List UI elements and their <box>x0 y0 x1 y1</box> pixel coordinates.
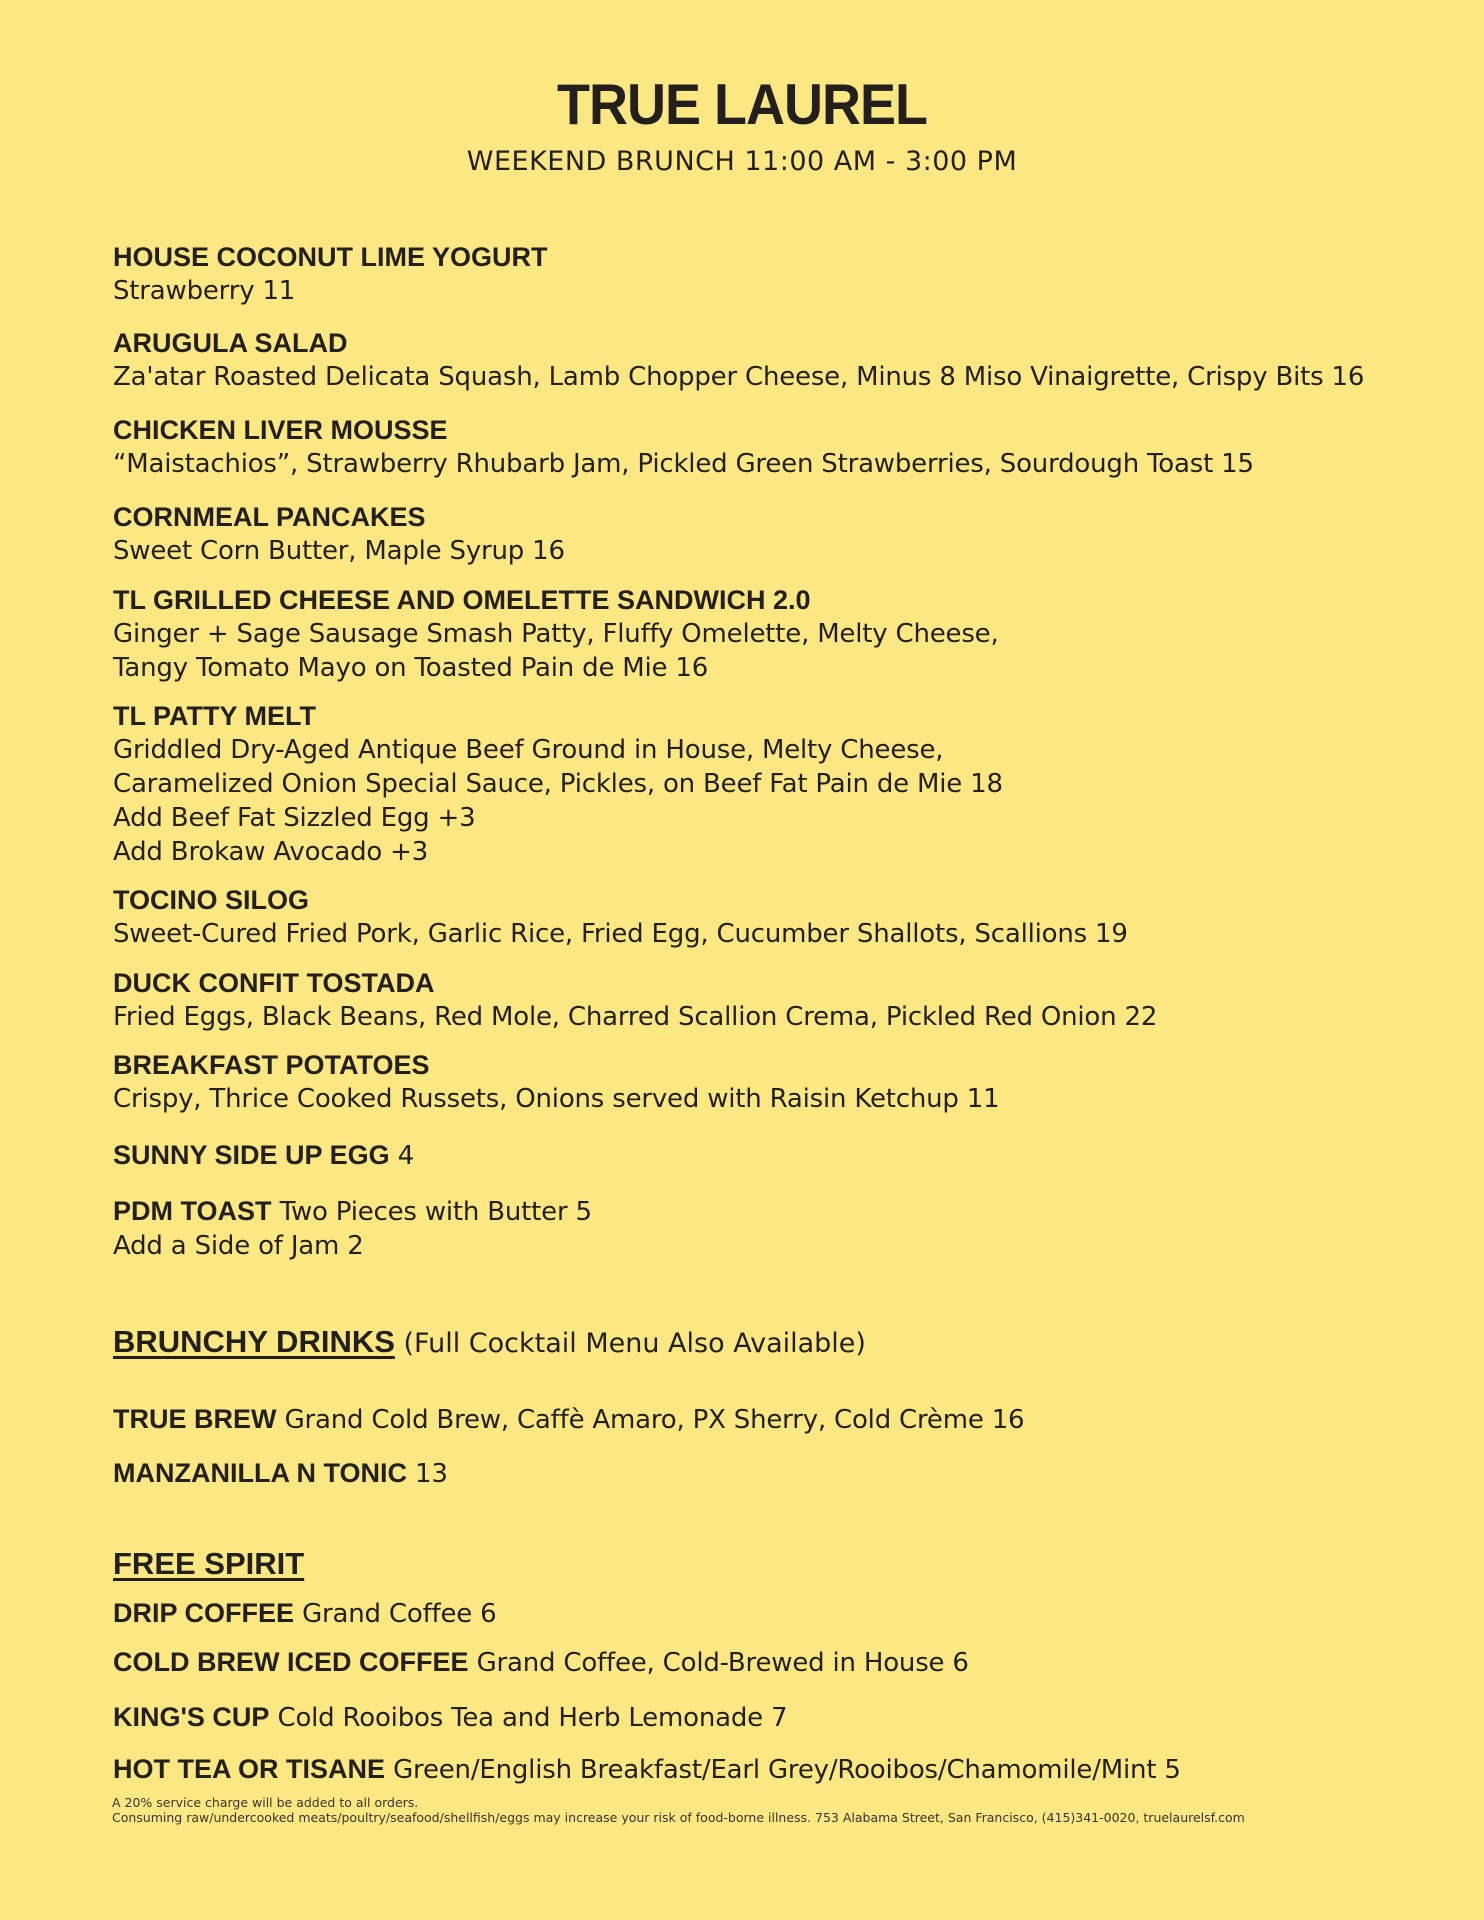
item-desc: Caramelized Onion Special Sauce, Pickles, on Beef Fat Pain de Mie 18 <box>113 769 1003 799</box>
item-desc: Ginger + Sage Sausage Smash Patty, Fluffy Omelette, Melty Cheese, <box>113 619 999 649</box>
item-desc: Griddled Dry-Aged Antique Beef Ground in House, Melty Cheese, <box>113 735 944 765</box>
item-desc: “Maistachios”, Strawberry Rhubarb Jam, Pickled Green Strawberries, Sourdough Toast 15 <box>113 449 1254 479</box>
item-name: TL PATTY MELT <box>113 701 316 731</box>
menu-item <box>113 1194 1474 1263</box>
menu-item <box>113 583 1474 685</box>
item-name: TOCINO SILOG <box>113 885 310 915</box>
item-desc: Cold Rooibos Tea and Herb Lemonade 7 <box>269 1703 788 1733</box>
section-note: (Full Cocktail Menu Also Available) <box>394 1328 866 1359</box>
item-name: ARUGULA SALAD <box>113 328 348 358</box>
item-desc: Grand Cold Brew, Caffè Amaro, PX Sherry, Cold Crème 16 <box>276 1405 1025 1435</box>
menu-item <box>113 966 1474 1034</box>
item-desc: Sweet Corn Butter, Maple Syrup 16 <box>113 536 565 566</box>
item-desc: Add Brokaw Avocado +3 <box>113 837 429 867</box>
item-name: CHICKEN LIVER MOUSSE <box>113 415 448 445</box>
item-desc: Fried Eggs, Black Beans, Red Mole, Charred Scallion Crema, Pickled Red Onion 22 <box>113 1002 1158 1032</box>
item-desc: Za'atar Roasted Delicata Squash, Lamb Chopper Cheese, Minus 8 Miso Vinaigrette, Crispy Bits 16 <box>113 362 1365 392</box>
section-header <box>113 1324 1474 1360</box>
service-charge-note: A 20% service charge will be added to all orders. <box>112 1795 419 1810</box>
item-name: DRIP COFFEE <box>113 1598 295 1628</box>
menu-item <box>113 413 1474 481</box>
item-name: MANZANILLA N TONIC <box>113 1458 407 1488</box>
section-title: BRUNCHY DRINKS <box>113 1324 395 1359</box>
item-name: DUCK CONFIT TOSTADA <box>113 968 435 998</box>
item-name: HOT TEA OR TISANE <box>113 1754 386 1784</box>
menu-item <box>113 1048 1474 1116</box>
brunch-hours: WEEKEND BRUNCH 11:00 AM - 3:00 PM <box>466 146 1018 177</box>
food-safety-note: Consuming raw/undercooked meats/poultry/seafood/shellfish/eggs may increase your risk of food-borne illness. 753 Alabama Street, San Francisco, (415)341-0020, truelaurelsf.com <box>112 1810 1245 1825</box>
menu-item <box>113 240 1474 308</box>
item-desc: Add a Side of Jam 2 <box>113 1231 364 1261</box>
item-desc: Grand Coffee, Cold-Brewed in House 6 <box>468 1648 969 1678</box>
menu-item <box>113 699 1474 869</box>
item-name: TRUE BREW <box>113 1404 277 1434</box>
item-name: PDM TOAST <box>113 1196 272 1226</box>
item-desc: Two Pieces with Butter 5 <box>271 1197 592 1227</box>
drink-item <box>113 1752 1474 1787</box>
item-name: CORNMEAL PANCAKES <box>113 502 426 532</box>
menu-item <box>113 326 1474 394</box>
item-name: COLD BREW ICED COFFEE <box>113 1647 469 1677</box>
menu-item <box>113 500 1474 568</box>
item-desc: 4 <box>389 1141 415 1171</box>
drink-item <box>113 1596 1474 1631</box>
drink-item <box>113 1456 1474 1491</box>
menu-item <box>113 883 1474 951</box>
drink-item <box>113 1645 1474 1680</box>
item-desc: Strawberry 11 <box>113 276 296 306</box>
item-desc: Crispy, Thrice Cooked Russets, Onions served with Raisin Ketchup 11 <box>113 1084 1000 1114</box>
item-name: SUNNY SIDE UP EGG <box>113 1140 390 1170</box>
item-desc: 13 <box>406 1459 448 1489</box>
drink-item <box>113 1402 1474 1437</box>
drink-item <box>113 1700 1474 1735</box>
item-desc: Add Beef Fat Sizzled Egg +3 <box>113 803 476 833</box>
restaurant-title: TRUE LAUREL <box>557 73 927 137</box>
section-title: FREE SPIRIT <box>113 1546 305 1581</box>
menu-item <box>113 1138 1474 1173</box>
item-desc: Sweet-Cured Fried Pork, Garlic Rice, Fried Egg, Cucumber Shallots, Scallions 19 <box>113 919 1128 949</box>
item-name: BREAKFAST POTATOES <box>113 1050 430 1080</box>
item-name: TL GRILLED CHEESE AND OMELETTE SANDWICH 2.0 <box>113 585 811 615</box>
item-desc: Grand Coffee 6 <box>294 1599 497 1629</box>
section-header <box>113 1546 1474 1582</box>
item-desc: Tangy Tomato Mayo on Toasted Pain de Mie 16 <box>113 653 709 683</box>
item-name: KING'S CUP <box>113 1702 270 1732</box>
item-name: HOUSE COCONUT LIME YOGURT <box>113 242 548 272</box>
item-desc: Green/English Breakfast/Earl Grey/Rooibos/Chamomile/Mint 5 <box>385 1755 1181 1785</box>
